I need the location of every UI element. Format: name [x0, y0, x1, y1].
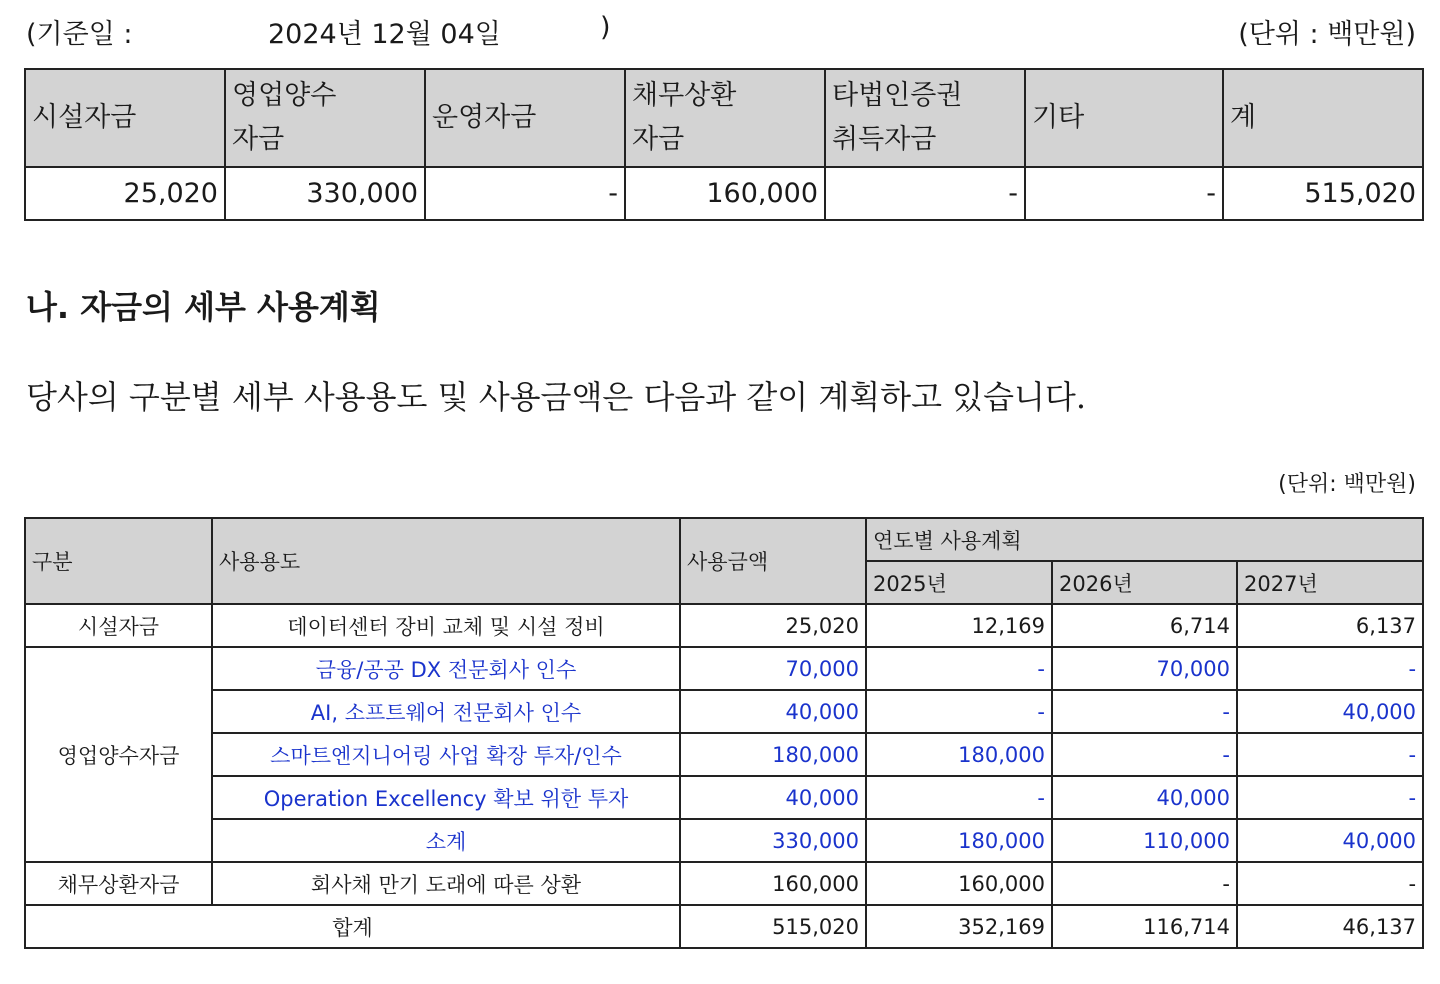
subtotal-2026: 110,000 — [1052, 819, 1237, 862]
summary-header-acquisition: 영업양수 자금 — [225, 69, 425, 167]
total-2025: 352,169 — [866, 905, 1052, 948]
base-date-value: 2024년 12월 04일 — [268, 19, 501, 50]
row-usage: AI, 소프트웨어 전문회사 인수 — [212, 690, 680, 733]
row-2027: 40,000 — [1237, 690, 1423, 733]
subtotal-row — [25, 819, 1423, 862]
detail-header-2026: 2026년 — [1052, 561, 1237, 604]
total-row — [25, 905, 1423, 948]
detail-header-amount: 사용금액 — [680, 518, 866, 604]
intro-paragraph: 당사의 구분별 세부 사용용도 및 사용금액은 다음과 같이 계획하고 있습니다. — [26, 378, 1086, 416]
table-row — [25, 647, 1423, 690]
row-2025: 180,000 — [866, 733, 1052, 776]
row-2026: 6,714 — [1052, 604, 1237, 647]
row-2026: - — [1052, 690, 1237, 733]
row-amount: 180,000 — [680, 733, 866, 776]
summary-value-acquisition: 330,000 — [225, 167, 425, 220]
row-2027: - — [1237, 733, 1423, 776]
table-row — [25, 604, 1423, 647]
unit-label: (단위 : 백만원) — [1238, 19, 1416, 50]
summary-value-facility: 25,020 — [25, 167, 225, 220]
row-2026: - — [1052, 733, 1237, 776]
row-usage: 스마트엔지니어링 사업 확장 투자/인수 — [212, 733, 680, 776]
detail-usage-table — [24, 517, 1424, 949]
total-2027: 46,137 — [1237, 905, 1423, 948]
table-row — [25, 776, 1423, 819]
total-amount: 515,020 — [680, 905, 866, 948]
row-amount: 40,000 — [680, 776, 866, 819]
detail-header-yearly: 연도별 사용계획 — [866, 518, 1423, 561]
row-2026: - — [1052, 862, 1237, 905]
base-date-close: ) — [600, 12, 611, 43]
row-category: 영업양수자금 — [25, 647, 212, 862]
row-2027: - — [1237, 862, 1423, 905]
row-2025: - — [866, 690, 1052, 733]
row-2025: 12,169 — [866, 604, 1052, 647]
total-2026: 116,714 — [1052, 905, 1237, 948]
row-2025: - — [866, 647, 1052, 690]
summary-value-debt: 160,000 — [625, 167, 825, 220]
summary-value-row — [25, 167, 1423, 220]
detail-header-category: 구분 — [25, 518, 212, 604]
summary-value-total: 515,020 — [1223, 167, 1423, 220]
table-row — [25, 733, 1423, 776]
summary-header-other: 기타 — [1025, 69, 1223, 167]
row-2027: 6,137 — [1237, 604, 1423, 647]
subtotal-amount: 330,000 — [680, 819, 866, 862]
detail-header-2027: 2027년 — [1237, 561, 1423, 604]
summary-header-row — [25, 69, 1423, 167]
summary-header-facility: 시설자금 — [25, 69, 225, 167]
row-category: 채무상환자금 — [25, 862, 212, 905]
row-category: 시설자금 — [25, 604, 212, 647]
row-amount: 40,000 — [680, 690, 866, 733]
summary-value-operating: - — [425, 167, 625, 220]
summary-header-securities: 타법인증권 취득자금 — [825, 69, 1025, 167]
summary-value-other: - — [1025, 167, 1223, 220]
row-usage: 회사채 만기 도래에 따른 상환 — [212, 862, 680, 905]
detail-header-2025: 2025년 — [866, 561, 1052, 604]
row-amount: 160,000 — [680, 862, 866, 905]
subtotal-label: 소계 — [212, 819, 680, 862]
row-2025: 160,000 — [866, 862, 1052, 905]
summary-header-debt: 채무상환 자금 — [625, 69, 825, 167]
subtotal-2025: 180,000 — [866, 819, 1052, 862]
row-amount: 70,000 — [680, 647, 866, 690]
row-usage: Operation Excellency 확보 위한 투자 — [212, 776, 680, 819]
summary-header-total: 계 — [1223, 69, 1423, 167]
detail-header-usage: 사용용도 — [212, 518, 680, 604]
row-2026: 40,000 — [1052, 776, 1237, 819]
row-2026: 70,000 — [1052, 647, 1237, 690]
row-amount: 25,020 — [680, 604, 866, 647]
detail-header-row — [25, 518, 1423, 561]
row-usage: 데이터센터 장비 교체 및 시설 정비 — [212, 604, 680, 647]
section-title: 나. 자금의 세부 사용계획 — [26, 288, 381, 326]
detail-unit-label: (단위: 백만원) — [1278, 472, 1416, 497]
table-row — [25, 690, 1423, 733]
row-2027: - — [1237, 647, 1423, 690]
base-date-label: (기준일 : — [26, 19, 133, 50]
row-usage: 금융/공공 DX 전문회사 인수 — [212, 647, 680, 690]
table-row — [25, 862, 1423, 905]
subtotal-2027: 40,000 — [1237, 819, 1423, 862]
total-label: 합계 — [25, 905, 680, 948]
summary-header-operating: 운영자금 — [425, 69, 625, 167]
summary-value-securities: - — [825, 167, 1025, 220]
row-2027: - — [1237, 776, 1423, 819]
funding-summary-table — [24, 68, 1424, 221]
row-2025: - — [866, 776, 1052, 819]
